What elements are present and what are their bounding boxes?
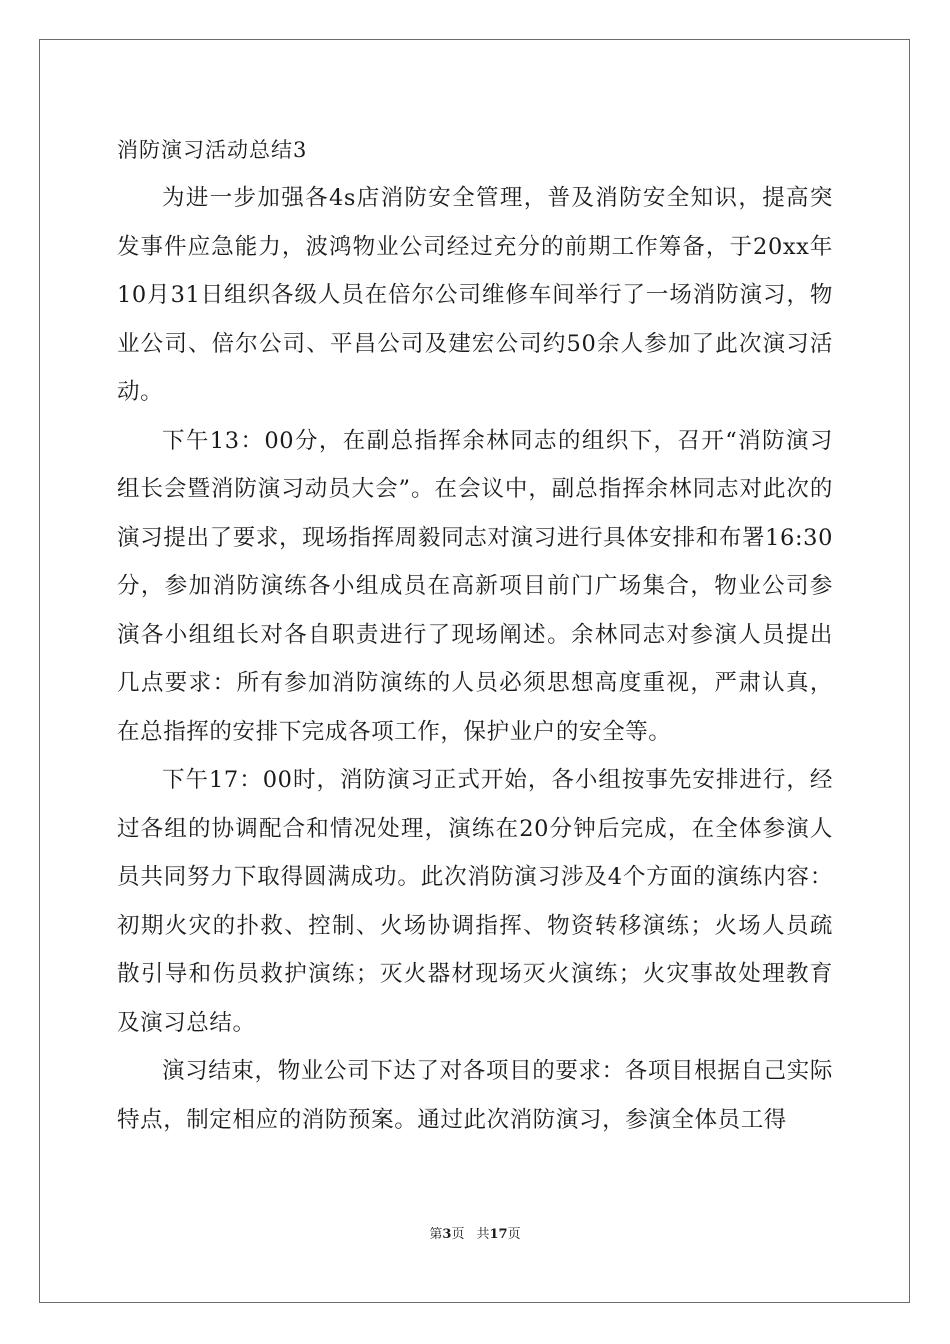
total-prefix: 共 [476, 1227, 490, 1242]
document-title: 消防演习活动总结3 [117, 138, 308, 162]
page-suffix: 页 [451, 1227, 465, 1242]
page-footer [0, 1223, 950, 1242]
total-suffix: 页 [507, 1227, 521, 1242]
paragraph-1: 为进一步加强各4s店消防安全管理，普及消防安全知识，提高突发事件应急能力，波鸿物业公司经过充分的前期工作筹备，于20xx年10月31日组织各级人员在倍尔公司维修车间举行了一场消防演习，物业公司、倍尔公司、平昌公司及建宏公司约50余人参加了此次演习活动。 [117, 185, 833, 405]
total-pages: 17 [489, 1227, 508, 1242]
page-prefix: 第 [429, 1227, 443, 1242]
paragraph-2: 下午13：00分，在副总指挥余林同志的组织下，召开“消防演习组长会暨消防演习动员大会”。在会议中，副总指挥余林同志对此次的演习提出了要求，现场指挥周毅同志对演习进行具体安排和布署16:30分，参加消防演练各小组成员在高新项目前门广场集合，物业公司参演各小组组长对各自职责进行了现场阐述。余林同志对参演人员提出几点要求：所有参加消防演练的人员必须思想高度重视，严肃认真，在总指挥的安排下完成各项工作，保护业户的安全等。 [117, 427, 833, 745]
paragraph-4: 演习结束，物业公司下达了对各项目的要求：各项目根据自己实际特点，制定相应的消防预案。通过此次消防演习，参演全体员工得 [117, 1058, 833, 1133]
page-number: 3 [442, 1227, 452, 1242]
document-body [117, 126, 833, 1144]
paragraph-3: 下午17：00时，消防演习正式开始，各小组按事先安排进行，经过各组的协调配合和情况处理，演练在20分钟后完成，在全体参演人员共同努力下取得圆满成功。此次消防演习涉及4个方面的演练内容：初期火灾的扑救、控制、火场协调指挥、物资转移演练；火场人员疏散引导和伤员救护演练；灭火器材现场灭火演练；火灾事故处理教育及演习总结。 [117, 767, 833, 1036]
